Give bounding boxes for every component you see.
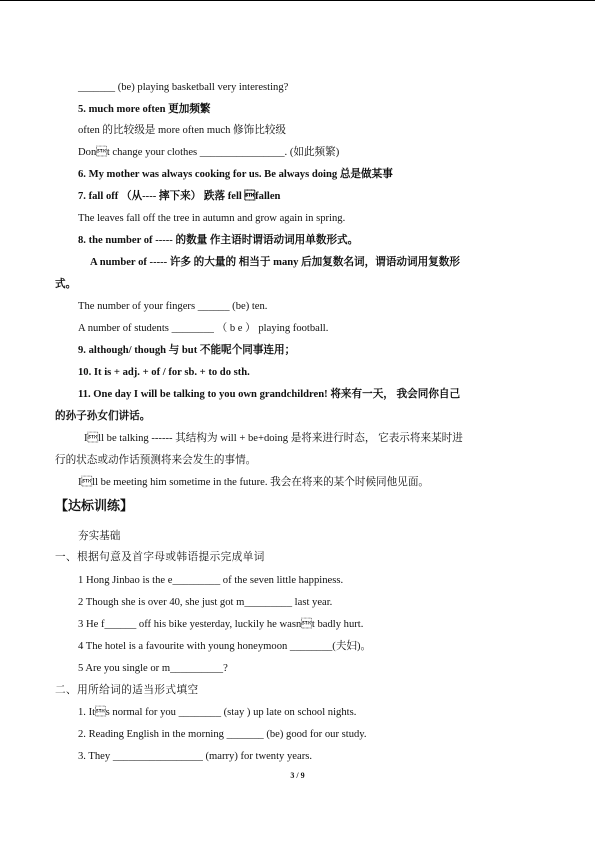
note-line-19: Ill be meeting him sometime in the future. 我会在将来的某个时候同他见面。 bbox=[78, 477, 430, 488]
section-1-item-5: 5 Are you single or m__________? bbox=[78, 663, 228, 674]
section-2-title: 二、用所给词的适当形式填空 bbox=[55, 685, 199, 696]
note-line-12: A number of students ________ （ b e ） playing football. bbox=[78, 323, 329, 334]
note-line-11: The number of your fingers ______ (be) ten. bbox=[78, 301, 268, 312]
note-item-8-heading: 8. the number of ----- 的数量 作主语时谓语动词用单数形式。 bbox=[78, 235, 359, 246]
note-line-3: often 的比较级是 more often much 修饰比较级 bbox=[78, 125, 287, 136]
section-2-item-1: 1. Its normal for you ________ (stay ) up late on school nights. bbox=[78, 707, 357, 718]
note-item-5-heading: 5. much more often 更加频繁 bbox=[78, 104, 211, 115]
note-line-1: _______ (be) playing basketball very interesting? bbox=[78, 82, 289, 93]
note-line-10: 式。 bbox=[55, 279, 77, 290]
section-1-item-1: 1 Hong Jinbao is the e_________ of the seven little happiness. bbox=[78, 575, 344, 586]
section-1-title: 一、根据句意及首字母或韩语提示完成单词 bbox=[55, 552, 265, 563]
section-2-item-3: 3. They _________________ (marry) for twenty years. bbox=[78, 751, 312, 762]
note-item-10-heading: 10. It is + adj. + of / for sb. + to do sth. bbox=[78, 367, 250, 378]
section-1-item-3: 3 He f______ off his bike yesterday, luckily he wasnt badly hurt. bbox=[78, 619, 364, 630]
note-item-9-heading: 9. although/ though 与 but 不能呢个同事连用； bbox=[78, 345, 296, 356]
note-line-16: 的孙子孙女们讲话。 bbox=[55, 411, 151, 422]
section-1-item-2: 2 Though she is over 40, she just got m_________ last year. bbox=[78, 597, 333, 608]
section-1-item-4: 4 The hotel is a favourite with young honeymoon ________(夫妇)。 bbox=[78, 641, 372, 652]
exercise-subheading: 夯实基础 bbox=[78, 531, 121, 542]
note-line-4: Dont change your clothes ________________. (如此频繁) bbox=[78, 147, 340, 158]
top-border-line bbox=[0, 0, 595, 1]
note-item-7-heading: 7. fall off （从---- 摔下来） 跌落 fell fallen bbox=[78, 191, 281, 202]
note-item-11-heading: 11. One day I will be talking to you own grandchildren! 将来有一天， 我会同你自己 bbox=[78, 389, 461, 400]
note-line-7: The leaves fall off the tree in autumn and grow again in spring. bbox=[78, 213, 346, 224]
note-line-18: 行的状态或动作话预测将来会发生的事情。 bbox=[55, 455, 257, 466]
exercise-heading: 【达标训练】 bbox=[55, 498, 134, 513]
note-line-17: Ill be talking ------ 其结构为 will + be+doing 是将来进行时态， 它表示将来某时进 bbox=[84, 433, 463, 444]
note-line-9: A number of ----- 许多 的大量的 相当于 many 后加复数名词，谓语动词用复数形 bbox=[90, 257, 460, 268]
note-item-6-heading: 6. My mother was always cooking for us. Be always doing 总是做某事 bbox=[78, 169, 393, 180]
page-number: 3 / 9 bbox=[290, 771, 305, 780]
section-2-item-2: 2. Reading English in the morning _______ (be) good for our study. bbox=[78, 729, 367, 740]
